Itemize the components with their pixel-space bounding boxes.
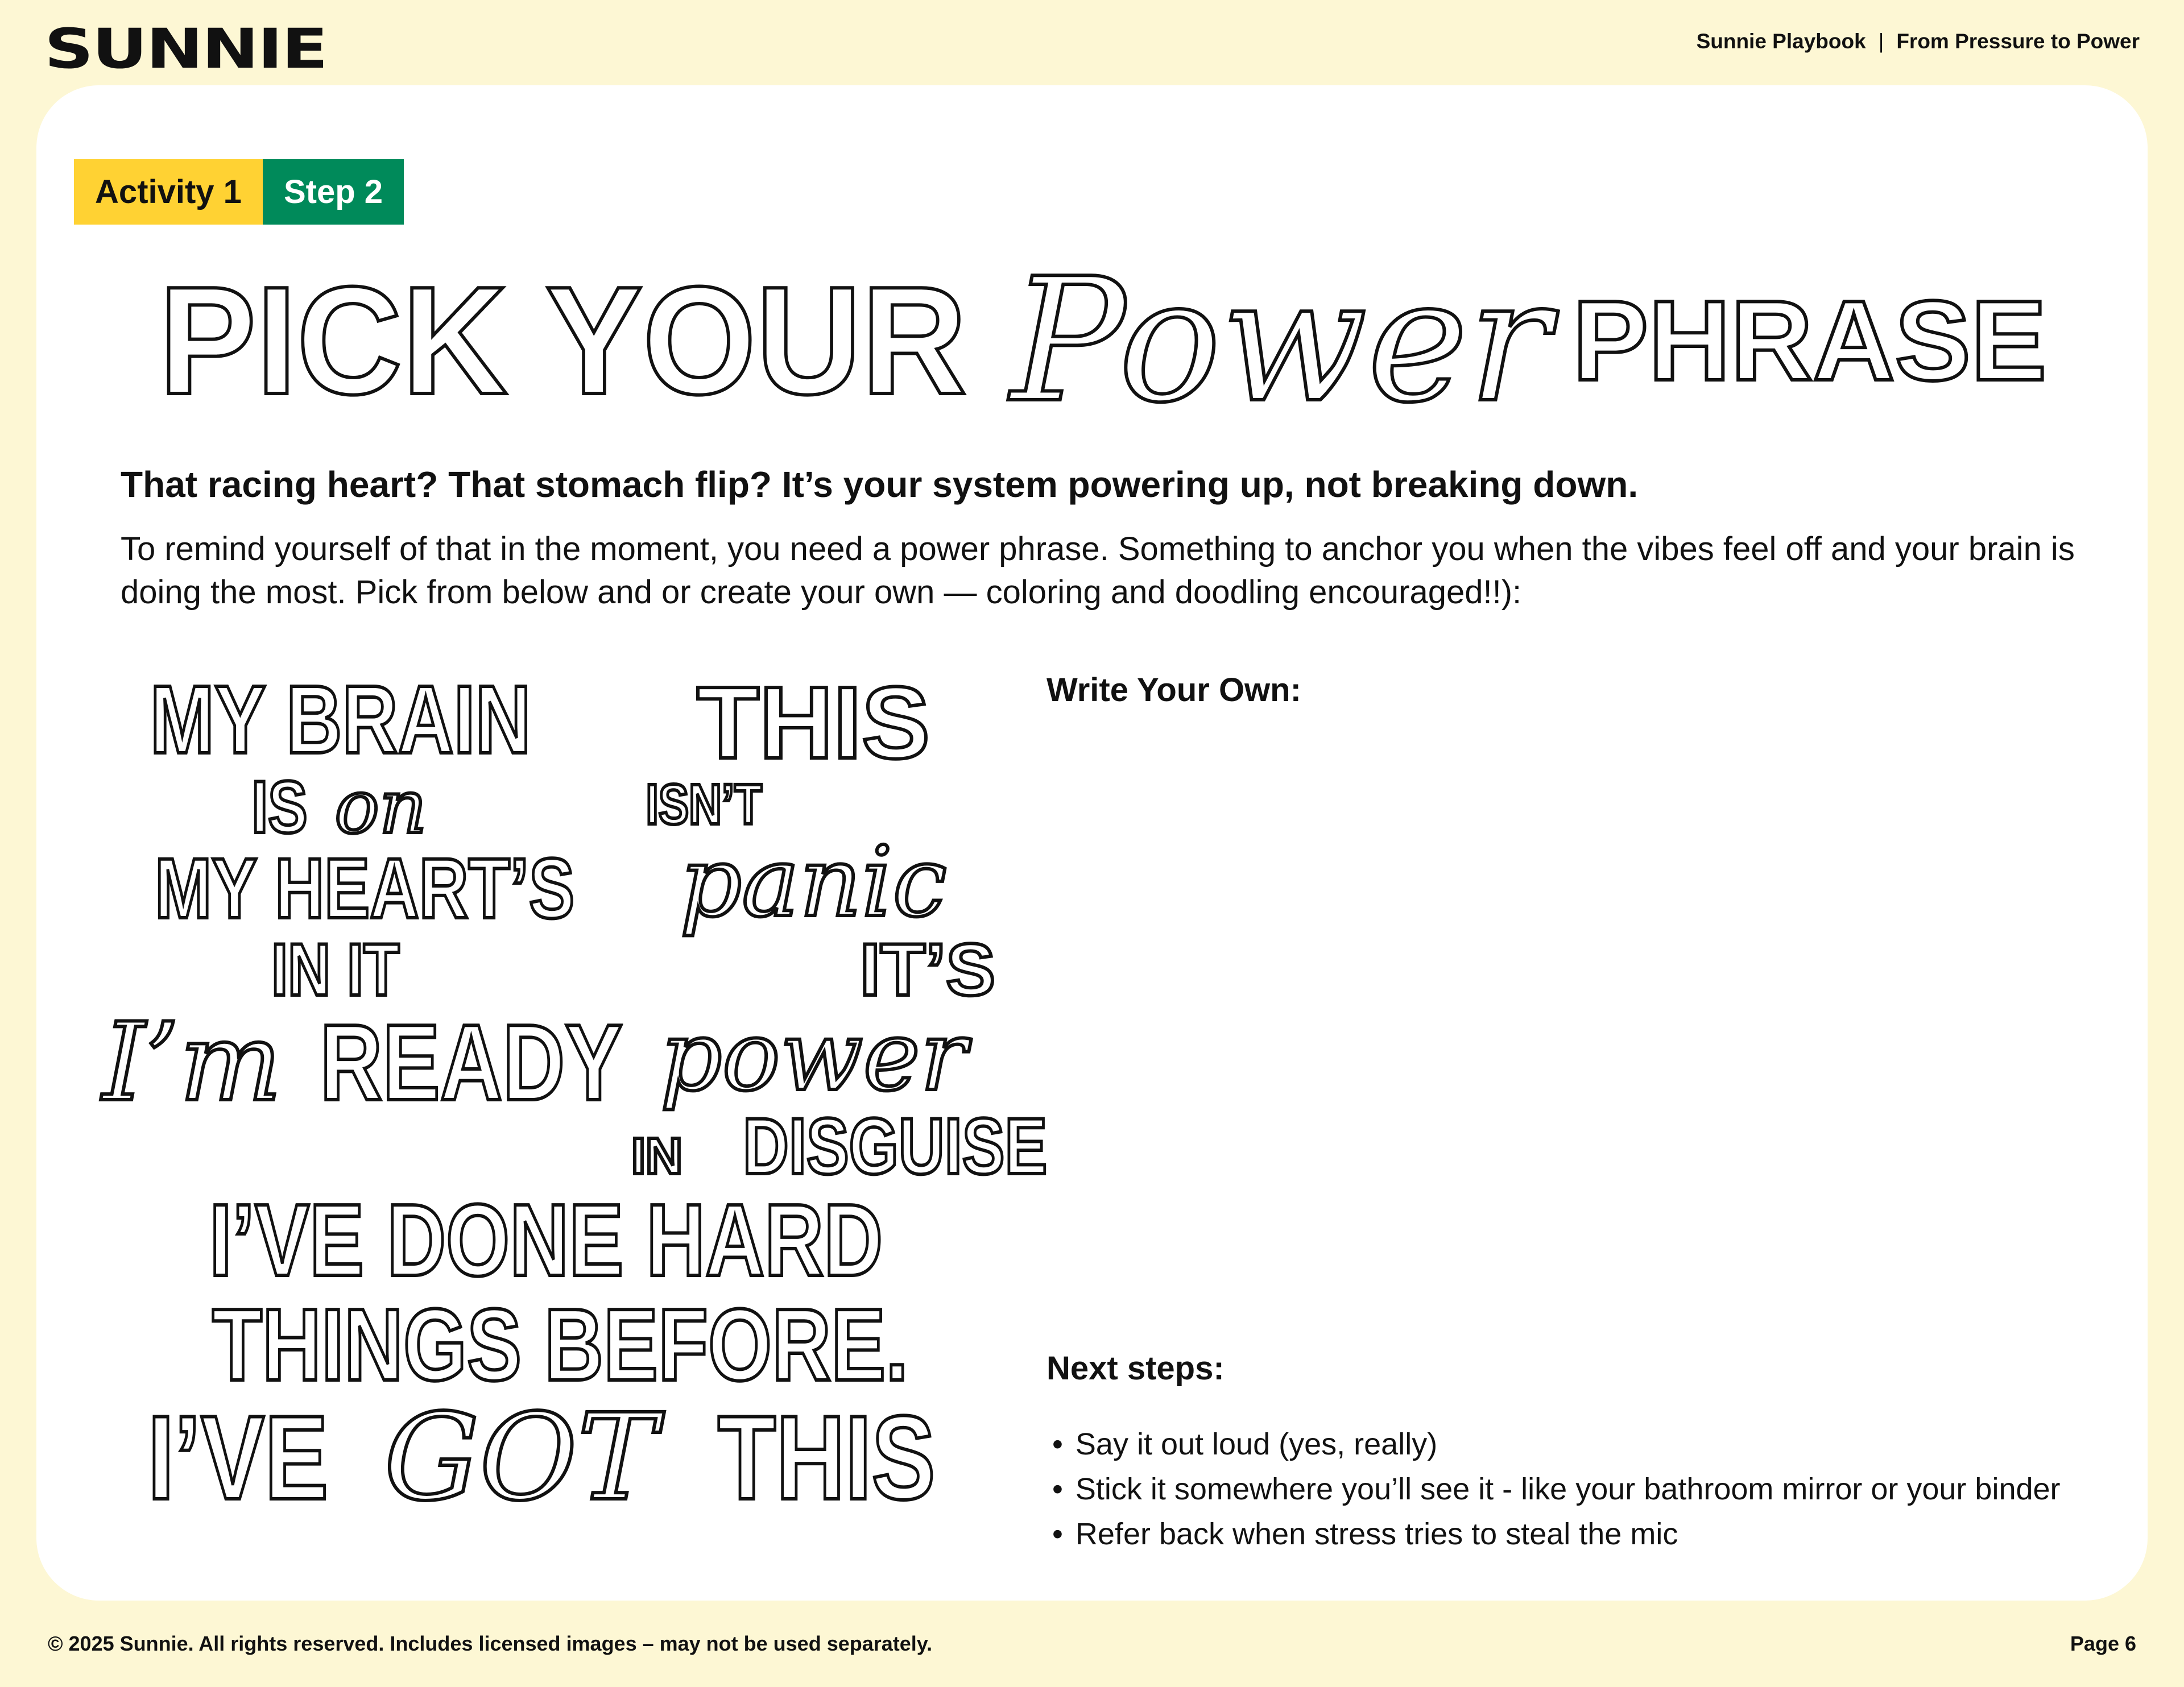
phrase-line: IN IT [271,927,400,1011]
chapter-title: From Pressure to Power [1896,30,2140,53]
list-item: • Stick it somewhere you’ll see it - like your bathroom mirror or your binder [1052,1466,2061,1511]
phrase-line: panic [680,826,947,939]
phrase-art-this-isnt-panic [631,666,1048,1191]
phrase-line: READY [320,1002,623,1123]
instructions-paragraph: To remind yourself of that in the moment, you need a power phrase. Something to anchor you when the vibes feel off and your brain is doing the most. Pick from below and or create your own — coloring and doodling encouraged!!): [121,530,2075,611]
phrase-line: THIS [717,1391,936,1525]
phrase-line: I’VE [147,1391,329,1525]
footer-copyright: © 2025 Sunnie. All rights reserved. Includes licensed images – may not be used separately. [48,1632,933,1655]
step-badge: Step 2 [263,159,404,225]
phrase-line: ISN’T [646,772,763,836]
phrase-line: IT’S [859,927,995,1011]
phrase-line: MY HEART’S [155,840,575,936]
phrase-line: MY BRAIN [150,666,531,774]
phrase-line: I’m [102,999,282,1125]
separator: | [1878,30,1884,53]
phrase-line: IN [631,1128,682,1185]
next-steps-list [1052,1421,2061,1556]
lead-text: That racing heart? That stomach flip? It’s your system powering up, not breaking down. [121,464,1639,505]
next-steps-heading: Next steps: [1046,1350,1225,1387]
sunnie-logo: SUNNIE [44,17,327,81]
page-title [154,242,2047,440]
page-number: Page 6 [2070,1632,2136,1655]
title-part-3: PHRASE [1572,277,2047,404]
phrase-line: THINGS BEFORE. [212,1287,909,1402]
phrase-line: IS [251,765,308,849]
phrase-line: THIS [696,666,930,780]
title-part-1: PICK YOUR [158,255,967,426]
phrase-line: GOT [384,1388,657,1528]
list-item: • Say it out loud (yes, really) [1052,1421,2061,1466]
phrase-art-my-brain [102,666,623,1125]
book-title: Sunnie Playbook [1696,30,1866,53]
phrase-line: power [660,1000,967,1113]
list-item: • Refer back when stress tries to steal the mic [1052,1511,2061,1556]
activity-badge: Activity 1 [74,159,263,225]
title-part-2: Power [1010,242,1550,440]
phrase-line: on [334,764,427,851]
phrase-line: DISGUISE [742,1101,1048,1191]
phrase-art-ive-got-this [125,1183,961,1528]
phrase-line: I’VE DONE HARD [209,1183,883,1298]
write-your-own-label: Write Your Own: [1046,672,1301,708]
header-breadcrumb [1697,30,2140,53]
